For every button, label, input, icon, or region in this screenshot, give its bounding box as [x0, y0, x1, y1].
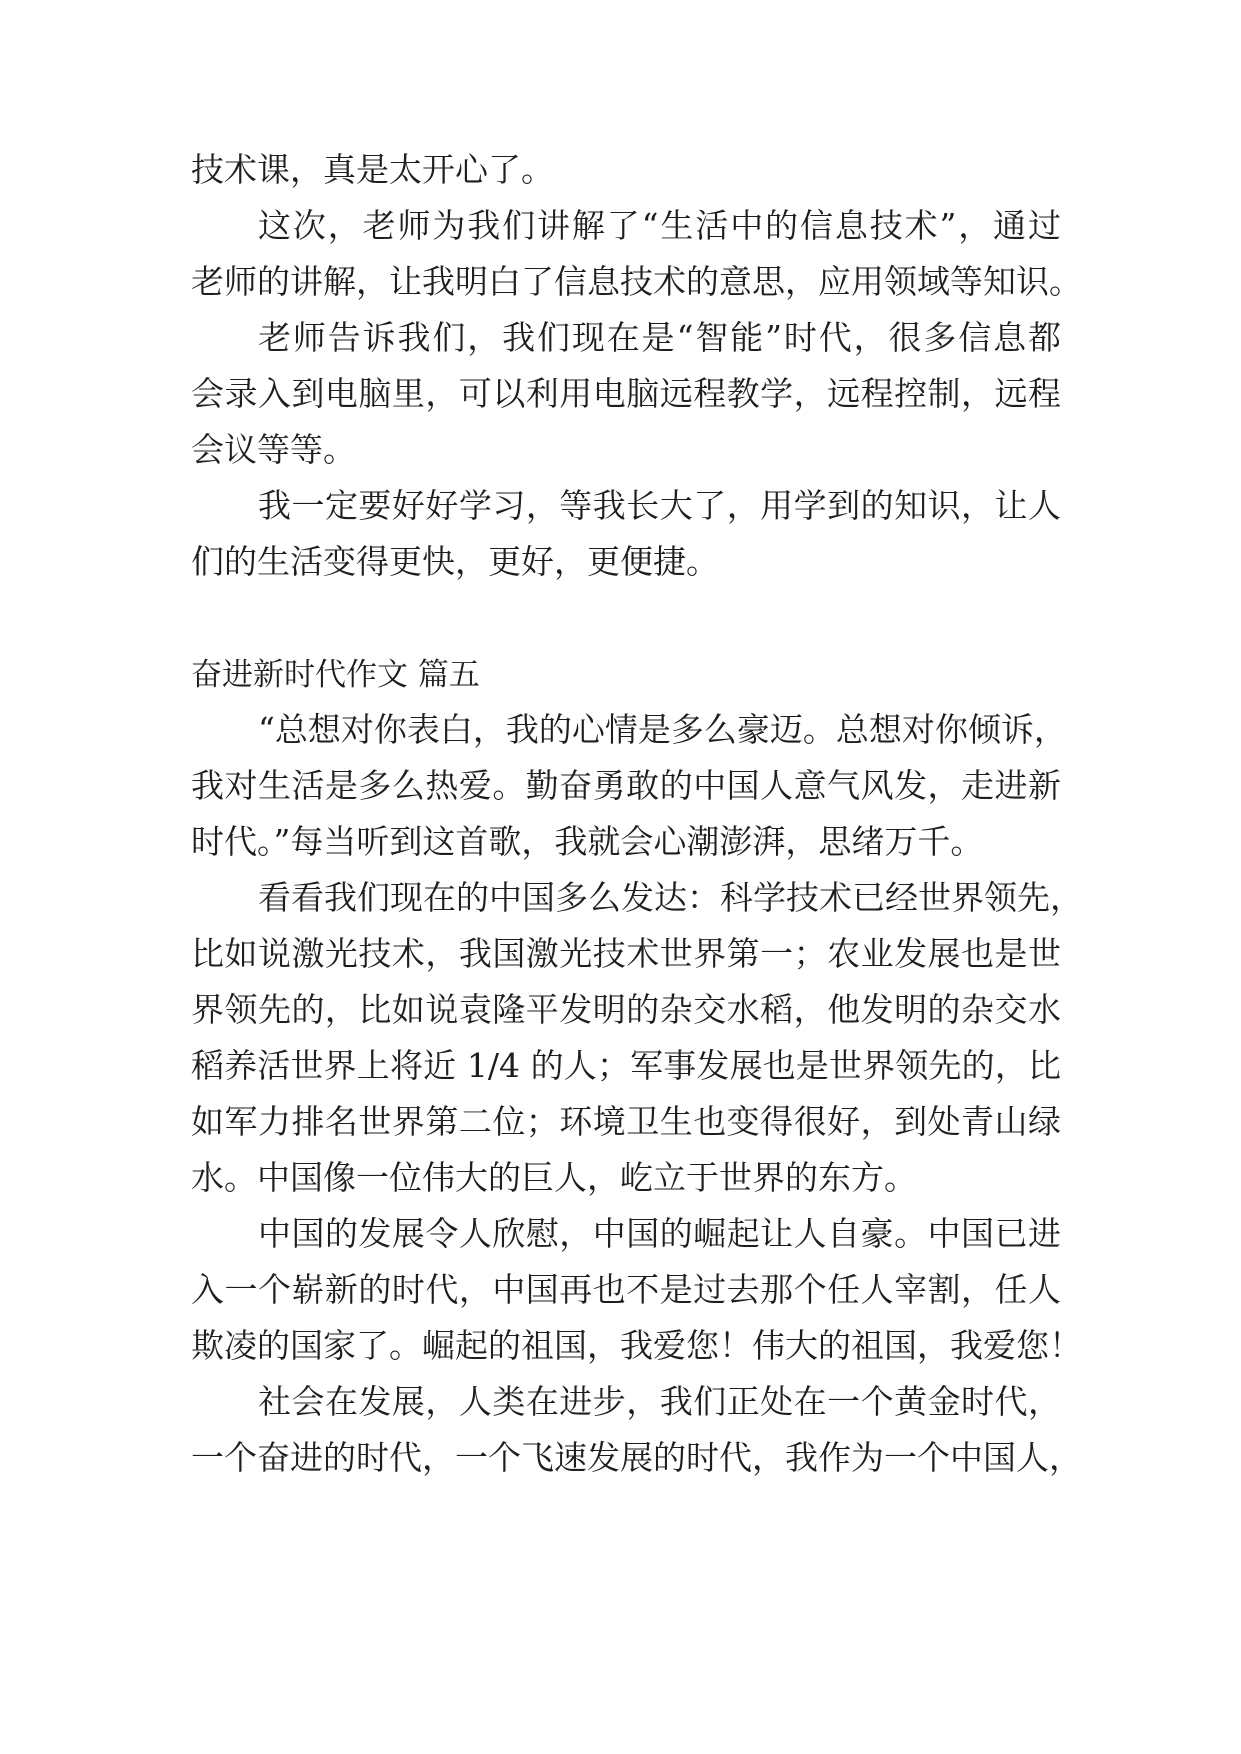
paragraph-line: 一个奋进的时代，一个飞速发展的时代，我作为一个中国人， — [191, 1438, 1082, 1477]
paragraph-line: 水。中国像一位伟大的巨人，屹立于世界的东方。 — [191, 1158, 917, 1197]
paragraph-line: “总想对你表白，我的心情是多么豪迈。总想对你倾诉， — [258, 710, 1067, 749]
paragraph-line: 们的生活变得更快，更好，更便捷。 — [191, 542, 719, 581]
paragraph-line: 我一定要好好学习，等我长大了，用学到的知识，让人 — [258, 486, 1061, 525]
paragraph-line: 稻养活世界上将近 1/4 的人；军事发展也是世界领先的，比 — [191, 1046, 1061, 1085]
paragraph-line: 时代。”每当听到这首歌，我就会心潮澎湃，思绪万千。 — [191, 822, 984, 861]
paragraph-line: 入一个崭新的时代，中国再也不是过去那个任人宰割，任人 — [191, 1270, 1061, 1309]
paragraph-line: 社会在发展，人类在进步，我们正处在一个黄金时代， — [258, 1382, 1061, 1421]
paragraph-line: 比如说激光技术，我国激光技术世界第一；农业发展也是世 — [191, 934, 1061, 973]
paragraph-line: 我对生活是多么热爱。勤奋勇敢的中国人意气风发，走进新 — [191, 766, 1061, 805]
paragraph-line: 技术课，真是太开心了。 — [191, 150, 554, 189]
paragraph-line: 老师的讲解，让我明白了信息技术的意思，应用领域等知识。 — [191, 262, 1082, 301]
paragraph-line: 中国的发展令人欣慰，中国的崛起让人自豪。中国已进 — [258, 1214, 1061, 1253]
paragraph-line: 老师告诉我们，我们现在是“智能”时代，很多信息都 — [258, 318, 1061, 357]
paragraph-line: 看看我们现在的中国多么发达：科学技术已经世界领先， — [258, 878, 1083, 917]
paragraph-line: 欺凌的国家了。崛起的祖国，我爱您！伟大的祖国，我爱您！ — [191, 1326, 1082, 1365]
section-heading: 奋进新时代作文 篇五 — [191, 657, 480, 693]
paragraph-line: 如军力排名世界第二位；环境卫生也变得很好，到处青山绿 — [191, 1102, 1061, 1141]
paragraph-line: 会议等等。 — [191, 430, 356, 469]
paragraph-line: 界领先的，比如说袁隆平发明的杂交水稻，他发明的杂交水 — [191, 990, 1061, 1029]
paragraph-line: 会录入到电脑里，可以利用电脑远程教学，远程控制，远程 — [191, 374, 1061, 413]
paragraph-line: 这次，老师为我们讲解了“生活中的信息技术”，通过 — [258, 206, 1061, 245]
